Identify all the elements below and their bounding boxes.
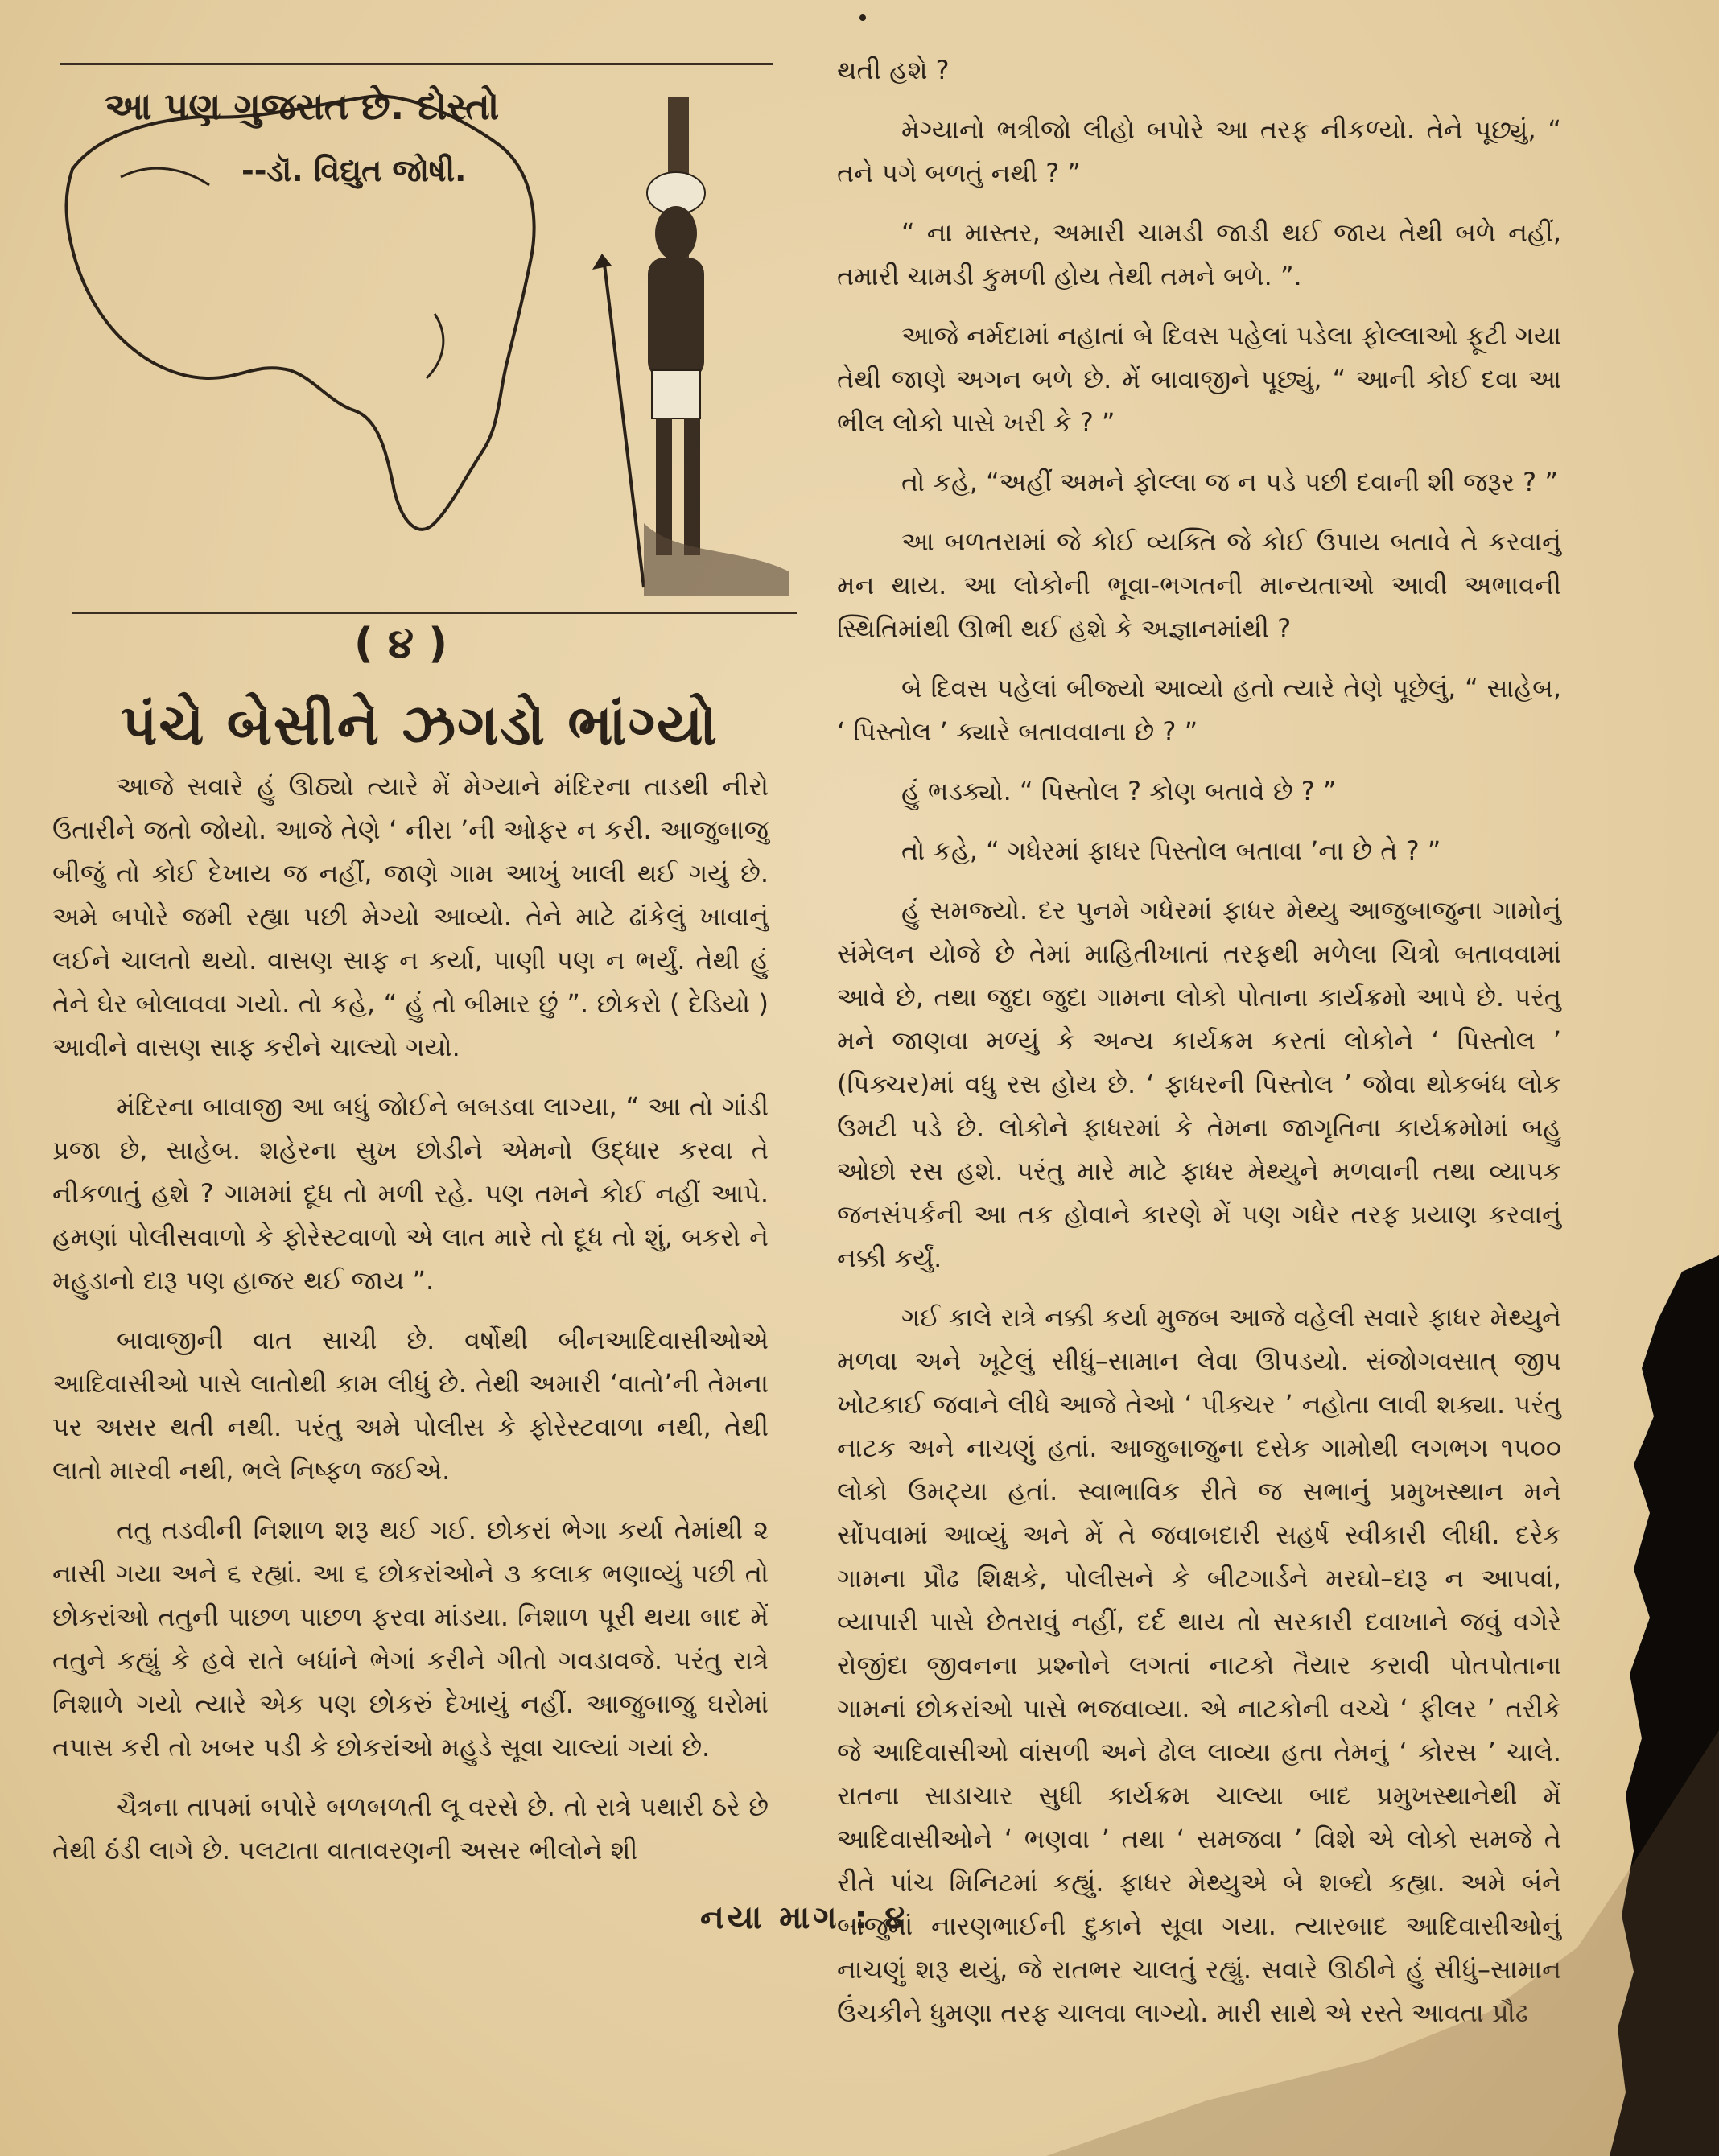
paragraph: થતી હશે ? [837,55,950,85]
paragraph: બે દિવસ પહેલાં બીજ્યો આવ્યો હતો ત્યારે તેણે પૂછેલું, “ સાહેબ, ‘ પિસ્તોલ ’ ક્યારે બતાવવાના છે ? ” [837,673,1561,747]
paragraph: તો કહે, “ ગધેરમાં ફાધર પિસ્તોલ બતાવા ’ના છે તે ? ” [901,835,1441,866]
ink-dot [860,14,866,21]
paragraph: આજે નર્મદામાં નહાતાં બે દિવસ પહેલાં પડેલા ફોલ્લાઓ ફૂટી ગયા તેથી જાણે અગન બળે છે. મેં બાવાજીને પૂછ્યું, “ આની કોઈ દવા આ ભીલ લોકો પાસે ખરી કે ? ” [837,320,1561,438]
tribal-man-figure [592,97,789,596]
paragraph: મેગ્યાનો ભત્રીજો લીહો બપોરે આ તરફ નીકળ્યો. તેને પૂછ્યું, “ તને પગે બળતું નથી ? ” [837,114,1561,188]
page-footer: નયા માગ : ૪ [700,1899,909,1936]
figure-bottom-rule [72,612,797,614]
figure-author: --ડૉ. વિદ્યુત જોષી. [241,153,467,188]
right-column [837,48,1561,2051]
article-headline: પંચે બેસીને ઝગડો ભાંગ્યો [121,692,719,758]
gujarat-map-illustration [48,72,797,596]
paragraph: મંદિરના બાવાજી આ બધું જોઈને બબડવા લાગ્યા, “ આ તો ગાંડી પ્રજા છે, સાહેબ. શહેરના સુખ છોડીને એમનો ઉદ્ધાર કરવા તે નીકળાતું હશે ? ગામમાં દૂધ તો મળી રહે. પણ તમને કોઈ નહીં આપે. હમણાં પોલીસવાળો કે ફોરેસ્ટવાળો એ લાત મારે તો દૂધ તો શું, બકરો ને મહુડાનો દારૂ પણ હાજર થઈ જાય ”. [52,1091,769,1296]
paragraph: ગઈ કાલે રાત્રે નક્કી કર્યા મુજબ આજે વહેલી સવારે ફાધર મેથ્યુને મળવા અને ખૂટેલું સીધું–સામાન લેવા ઊપડયો. સંજોગવસાત્ જીપ ખોટકાઈ જવાને લીધે આજે તેઓ ‘ પીક્ચર ’ નહોતા લાવી શક્યા. પરંતુ નાટક અને નાચણું હતાં. આજુબાજુના દસેક ગામોથી લગભગ ૧૫૦૦ લોકો ઉમટ્યા હતાં. સ્વાભાવિક રીતે જ સભાનું પ્રમુખસ્થાન મને સોંપવામાં આવ્યું અને મેં તે જવાબદારી સહર્ષ સ્વીકારી લીધી. દરેક ગામના પ્રૌઢ શિક્ષકે, પોલીસને કે બીટગાર્ડને મરઘો–દારૂ ન આપવાં, વ્યાપારી પાસે છેતરાવું નહીં, દર્દ થાય તો સરકારી દવાખાને જવું વગેરે રોજીંદા જીવનના પ્રશ્નોને લગતાં નાટકો તૈયાર કરાવી પોતપોતાના ગામનાં છોકરાંઓ પાસે ભજવાવ્યા. એ નાટકોની વચ્ચે ‘ ફીલર ’ તરીકે જે આદિવાસીઓ વાંસળી અને ઢોલ લાવ્યા હતા તેમનું ‘ કોરસ ’ ચાલે. રાતના સાડાચાર સુધી કાર્યક્રમ ચાલ્યા બાદ પ્રમુખસ્થાનેથી મેં આદિવાસીઓને ‘ ભણવા ’ તથા ‘ સમજવા ’ વિશે એ લોકો સમજે તે રીતે પાંચ મિનિટમાં કહ્યું. ફાધર મેથ્યુએ બે શબ્દો કહ્યા. અમે બંને બાજુમાં નારણભાઈની દુકાને સૂવા ગયા. ત્યારબાદ આદિવાસીઓનું નાચણું શરૂ થયું, જે રાતભર ચાલતું રહ્યું. સવારે ઊઠીને હું સીધું–સામાન ઉંચકીને ધુમણા તરફ ચાલવા લાગ્યો. મારી સાથે એ રસ્તે આવતા પ્રૌઢ [837,1302,1561,2028]
paragraph: તતુ તડવીની નિશાળ શરૂ થઈ ગઈ. છોકરાં ભેગા કર્યા તેમાંથી ૨ નાસી ગયા અને ૬ રહ્યાં. આ ૬ છોકરાંઓને ૩ કલાક ભણાવ્યું પછી તો છોકરાંઓ તતુની પાછળ પાછળ ફરવા માંડયા. નિશાળ પૂરી થયા બાદ મેં તતુને કહ્યું કે હવે રાતે બધાંને ભેગાં કરીને ગીતો ગવડાવજે. પરંતુ રાત્રે નિશાળે ગયો ત્યારે એક પણ છોકરું દેખાયું નહીં. આજુબાજુ ઘરોમાં તપાસ કરી તો ખબર પડી કે છોકરાંઓ મહુડે સૂવા ચાલ્યાં ગયાં છે. [52,1515,769,1762]
paragraph: ચૈત્રના તાપમાં બપોરે બળબળતી લૂ વરસે છે. તો રાત્રે પથારી ઠરે છે તેથી ઠંડી લાગે છે. પલટાતા વાતાવરણની અસર ભીલોને શી [52,1791,769,1865]
left-column [52,765,769,1888]
paragraph: “ ના માસ્તર, અમારી ચામડી જાડી થઈ જાય તેથી બળે નહીં, તમારી ચામડી કુમળી હોય તેથી તમને બળે. ”. [837,217,1561,291]
paragraph: આ બળતરામાં જે કોઈ વ્યક્તિ જે કોઈ ઉપાય બતાવે તે કરવાનું મન થાય. આ લોકોની ભૂવા-ભગતની માન્યતાઓ આવી અભાવની સ્થિતિમાંથી ઊભી થઈ હશે કે અજ્ઞાનમાંથી ? [837,526,1561,644]
paragraph: આજે સવારે હું ઊઠ્યો ત્યારે મેં મેગ્યાને મંદિરના તાડથી નીરો ઉતારીને જતો જોયો. આજે તેણે ‘ નીરા ’ની ઓફર ન કરી. આજુબાજુ બીજું તો કોઈ દેખાય જ નહીં, જાણે ગામ આખું ખાલી થઈ ગયું છે. અમે બપોરે જમી રહ્યા પછી મેગ્યો આવ્યો. તેને માટે ઢાંકેલું ખાવાનું લઈને ચાલતો થયો. વાસણ સાફ ન કર્યા, પાણી પણ ન ભર્યું. તેથી હું તેને ઘેર બોલાવવા ગયો. તો કહે, “ હું તો બીમાર છું ”. છોકરો ( દેડિયો ) આવીને વાસણ સાફ કરીને ચાલ્યો ગયો. [52,771,769,1062]
chapter-number: ( ૪ ) [354,620,447,668]
figure-title: આ પણ ગુજરાત છે. દોસ્તો [105,85,500,128]
paragraph: તો કહે, “અહીં અમને ફોલ્લા જ ન પડે પછી દવાની શી જરૂર ? ” [901,467,1558,497]
top-rule [60,63,773,65]
paragraph: બાવાજીની વાત સાચી છે. વર્ષોથી બીનઆદિવાસીઓએ આદિવાસીઓ પાસે લાતોથી કામ લીધું છે. તેથી અમારી ‘વાતો’ની તેમના પર અસર થતી નથી. પરંતુ અમે પોલીસ કે ફોરેસ્ટવાળા નથી, તેથી લાતો મારવી નથી, ભલે નિષ્ફળ જઈએ. [52,1325,769,1486]
paragraph: હું ભડક્યો. “ પિસ્તોલ ? કોણ બતાવે છે ? ” [901,776,1337,806]
paragraph: હું સમજ્યો. દર પુનમે ગધેરમાં ફાધર મેથ્યુ આજુબાજુના ગામોનું સંમેલન યોજે છે તેમાં માહિતીખાતાં તરફથી મળેલા ચિત્રો બતાવવામાં આવે છે, તથા જુદા જુદા ગામના લોકો પોતાના કાર્યક્રમો આપે છે. પરંતુ મને જાણવા મળ્યું કે અન્ય કાર્યક્રમ કરતાં લોકોને ‘ પિસ્તોલ ’ (પિક્ચર)માં વધુ રસ હોય છે. ‘ ફાધરની પિસ્તોલ ’ જોવા થોકબંધ લોક ઉમટી પડે છે. લોકોને ફાધરમાં કે તેમના જાગૃતિના કાર્યક્રમોમાં બહુ ઓછો રસ હશે. પરંતુ મારે માટે ફાધર મેથ્યુને મળવાની તથા વ્યાપક જનસંપર્કની આ તક હોવાને કારણે મેં પણ ગધેર તરફ પ્રયાણ કરવાનું નક્કી કર્યું. [837,895,1561,1273]
